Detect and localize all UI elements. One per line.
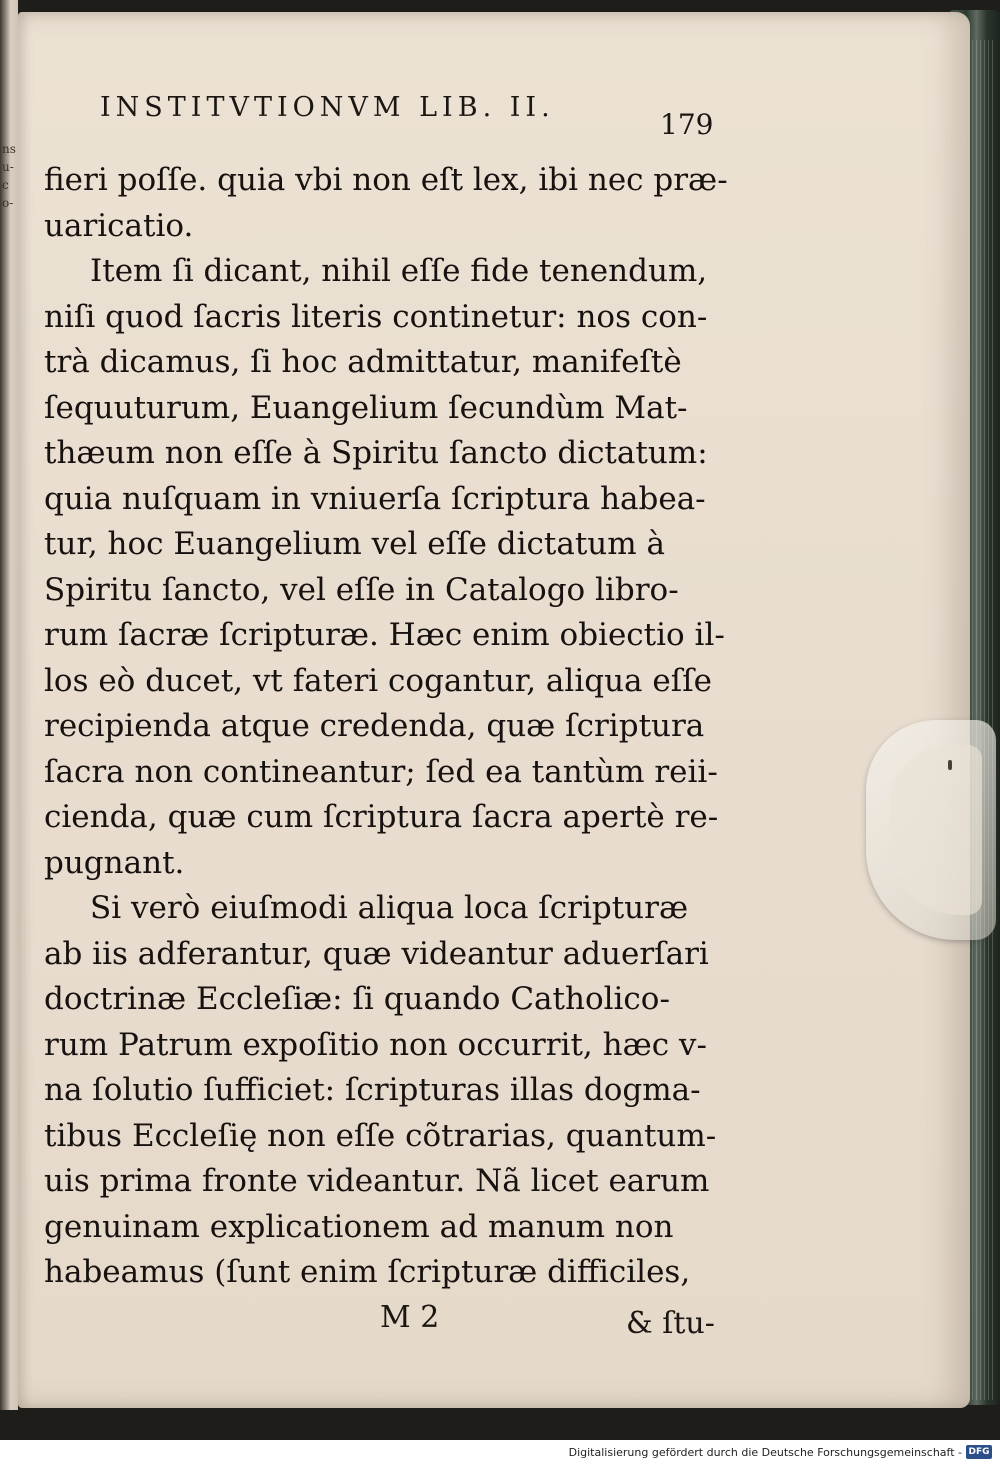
text-line: fieri poſſe. quia vbi non eſt lex, ibi nec præ- xyxy=(44,162,728,198)
text-line: rum Patrum expoſitio non occurrit, hæc v- xyxy=(44,1026,707,1063)
text-line: habeamus (ſunt enim ſcripturæ difficiles, xyxy=(44,1254,691,1290)
dfg-logo-icon: DFG xyxy=(966,1445,992,1459)
text-line: na ſolutio ſufficiet: ſcripturas illas dogma- xyxy=(44,1072,701,1108)
text-line: uaricatio. xyxy=(44,207,194,244)
text-line: los eò ducet, vt fateri cogantur, aliqua eſſe xyxy=(44,662,713,699)
clip-mark xyxy=(948,760,952,770)
page-footer-line xyxy=(40,1300,740,1344)
facing-page-edge xyxy=(0,0,18,1410)
text-line: rum ſacræ ſcripturæ. Hæc enim obiectio il- xyxy=(44,617,725,653)
text-line: ab iis adferantur, quæ videantur aduerſari xyxy=(44,935,709,972)
text-line: cienda, quæ cum ſcriptura ſacra apertè re- xyxy=(44,799,719,835)
text-line: quia nuſquam in vniuerſa ſcriptura habea- xyxy=(44,480,706,517)
body-text xyxy=(44,158,754,1296)
text-line: tur, hoc Euangelium vel eſſe dictatum à xyxy=(44,526,665,562)
running-head: INSTITVTIONVM LIB. II. xyxy=(100,92,555,123)
text-line: doctrinæ Eccleſiæ: ſi quando Catholico- xyxy=(44,981,670,1017)
signature-mark: M 2 xyxy=(380,1300,440,1335)
text-line: Spiritu ſancto, vel eſſe in Catalogo libro- xyxy=(44,571,679,608)
paragraph-start-line: Si verò eiuſmodi aliqua loca ſcripturæ xyxy=(90,890,689,926)
paragraph-start-line: Item ſi dicant, nihil eſſe fide tenendum, xyxy=(90,253,708,289)
text-line: pugnant. xyxy=(44,844,185,881)
text-line: trà dicamus, ſi hoc admittatur, manifeſtè xyxy=(44,344,682,380)
catchword: & ſtu- xyxy=(626,1306,715,1341)
text-line: genuinam explicationem ad manum non xyxy=(44,1208,674,1245)
text-line: thæum non eſſe à Spiritu ſancto dictatum: xyxy=(44,435,708,471)
page-number: 179 xyxy=(660,108,714,141)
funding-credit: Digitalisierung gefördert durch die Deutsche Forschungsgemeinschaft - xyxy=(568,1446,962,1459)
text-line: ſacra non contineantur; ſed ea tantùm reii- xyxy=(44,753,718,790)
text-line: recipienda atque credenda, quæ ſcriptura xyxy=(44,708,705,744)
text-line: tibus Eccleſię non eſſe cõtrarias, quantum- xyxy=(44,1117,717,1154)
text-line: niſi quod ſacris literis continetur: nos con- xyxy=(44,298,708,335)
facing-page-text: ns u- c o- xyxy=(2,142,16,210)
text-line: uis prima fronte videantur. Nã licet earum xyxy=(44,1163,710,1199)
text-line: ſequuturum, Euangelium ſecundùm Mat- xyxy=(44,389,688,426)
